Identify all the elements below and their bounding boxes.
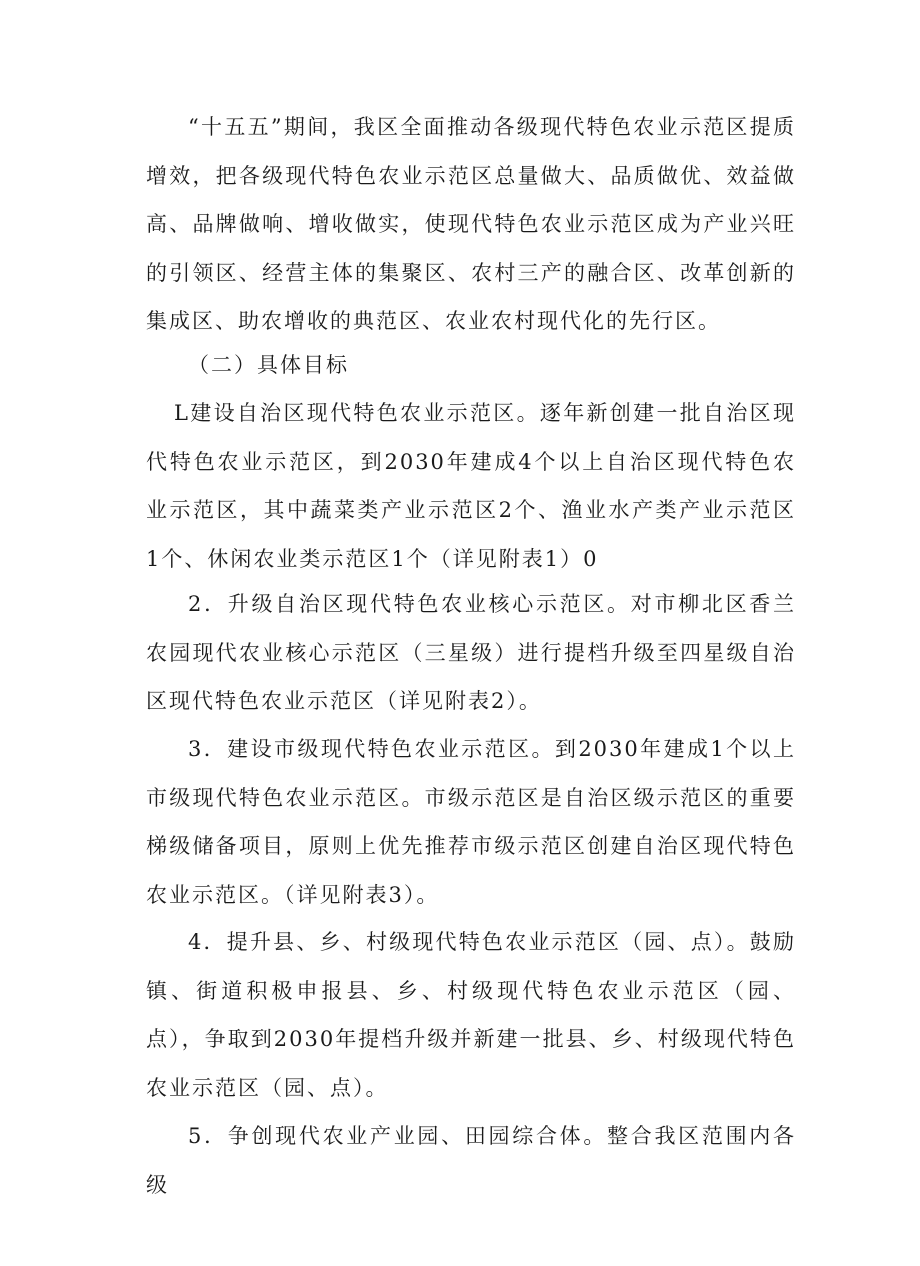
paragraph-overview: “十五五”期间，我区全面推动各级现代特色农业示范区提质增效，把各级现代特色农业示范区总量做大、品质做优、效益做高、品牌做响、增收做实，使现代特色农业示范区成为产业兴旺的引领区、经营主体的集聚区、农村三产的融合区、改革创新的集成区、助农增收的典范区、农业农村现代化的先行区。 <box>146 115 796 333</box>
paragraph-goal-5: 5．争创现代农业产业园、田园综合体。整合我区范围内各级 <box>146 1124 796 1197</box>
paragraph-goal-2: 2．升级自治区现代特色农业核心示范区。对市柳北区香兰农园现代农业核心示范区（三星级）进行提档升级至四星级自治区现代特色农业示范区（详见附表2）。 <box>146 592 796 713</box>
paragraph-goal-4: 4．提升县、乡、村级现代特色农业示范区（园、点）。鼓励镇、街道积极申报县、乡、村级现代特色农业示范区（园、点），争取到2030年提档升级并新建一批县、乡、村级现代特色农业示范区（园、点）。 <box>146 930 796 1100</box>
paragraph-goal-3: 3．建设市级现代特色农业示范区。到2030年建成1个以上市级现代特色农业示范区。市级示范区是自治区级示范区的重要梯级储备项目，原则上优先推荐市级示范区创建自治区现代特色农业示范区。（详见附表3）。 <box>146 737 796 907</box>
section-heading-specific-goals: （二）具体目标 <box>188 353 349 377</box>
paragraph-goal-1: L建设自治区现代特色农业示范区。逐年新创建一批自治区现代特色农业示范区，到2030年建成4个以上自治区现代特色农业示范区，其中蔬菜类产业示范区2个、渔业水产类产业示范区1个、休闲农业类示范区1个（详见附表1）0 <box>146 401 796 571</box>
